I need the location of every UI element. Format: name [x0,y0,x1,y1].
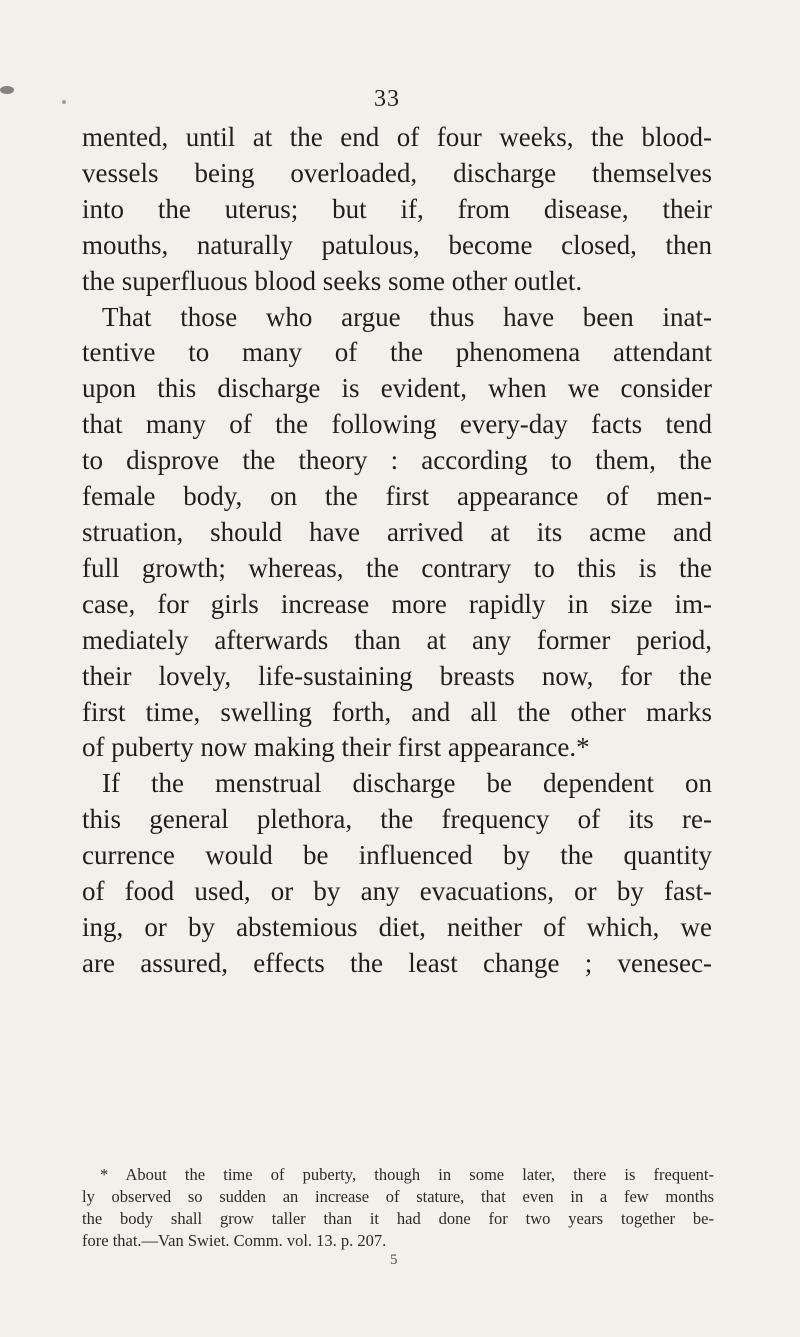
scan-mark [0,86,14,94]
text-line: upon this discharge is evident, when we consider [82,373,712,404]
text-line: That those who argue thus have been inat- [102,301,712,332]
text-line: ing, or by abstemious diet, neither of which, we [82,911,712,942]
footnote-line: * About the time of puberty, though in some later, there is frequent- [100,1165,714,1184]
scan-speck [62,100,66,104]
text-line: mouths, naturally patulous, become closed, then [82,229,712,260]
text-line: case, for girls increase more rapidly in size im- [82,588,712,619]
text-line: the superfluous blood seeks some other outlet. [82,265,583,296]
page-number: 33 [374,86,400,112]
footnote-line: the body shall grow taller than it had done for two years together be- [82,1209,714,1228]
footnote [82,1164,714,1252]
text-line: of puberty now making their first appearance.* [82,732,590,763]
text-line: tentive to many of the phenomena attendant [82,337,712,368]
text-line: vessels being overloaded, discharge themselves [82,157,712,188]
text-line: currence would be influenced by the quantity [82,840,712,871]
text-line: full growth; whereas, the contrary to this is the [82,552,712,583]
text-line: are assured, effects the least change ; venesec- [82,947,712,978]
text-line: mented, until at the end of four weeks, the blood- [82,122,712,152]
text-line: struation, should have arrived at its acme and [82,516,712,547]
signature-mark: 5 [390,1252,398,1268]
text-line: female body, on the first appearance of men- [82,481,712,512]
text-line: into the uterus; but if, from disease, their [82,193,712,224]
footnote-line: fore that.—Van Swiet. Comm. vol. 13. p. 207. [82,1231,387,1250]
text-line: this general plethora, the frequency of its re- [82,804,712,835]
text-line: mediately afterwards than at any former period, [82,624,712,655]
text-line: If the menstrual discharge be dependent on [102,768,712,799]
text-line: of food used, or by any evacuations, or by fast- [82,876,712,907]
text-line: first time, swelling forth, and all the other marks [82,696,712,727]
text-line: their lovely, life-sustaining breasts now, for the [82,660,712,691]
text-line: to disprove the theory : according to them, the [82,445,712,476]
text-line: that many of the following every-day facts tend [82,409,712,440]
footnote-line: ly observed so sudden an increase of stature, that even in a few months [82,1187,714,1206]
body-text [82,120,712,982]
